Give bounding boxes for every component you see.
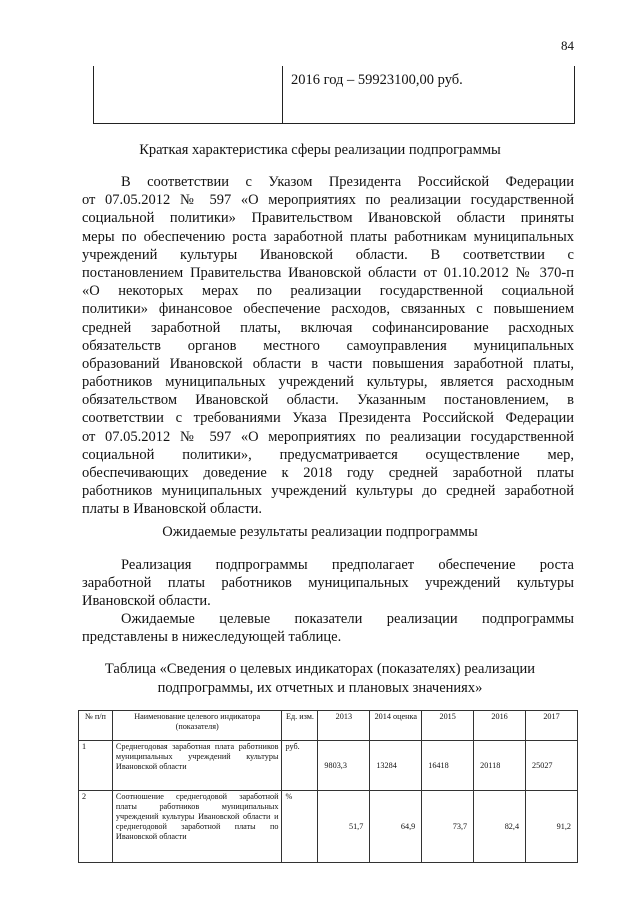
- section-characteristics-paragraph: [82, 173, 574, 519]
- funding-cell-text: 2016 год – 59923100,00 руб.: [291, 72, 463, 88]
- text-line: от 07.05.2012 № 597 «О мероприятиях по реализации государственной: [82, 192, 574, 209]
- target-indicators-paragraph: [82, 610, 574, 646]
- row-value-2015: 16418: [422, 741, 474, 791]
- previous-table-fragment: [93, 66, 575, 124]
- text-line: В соответствии с Указом Президента Российской Федерации: [121, 174, 574, 190]
- section-title-characteristics: Краткая характеристика сферы реализации подпрограммы: [139, 142, 501, 158]
- caption-line: Таблица «Сведения о целевых индикаторах (показателях) реализации: [104, 661, 536, 677]
- header-2013: 2013: [318, 711, 370, 741]
- text-line: учреждений культуры Ивановской области. В соответствии с: [82, 246, 574, 263]
- text-line: образований Ивановской области в части повышения заработной платы,: [82, 355, 574, 372]
- text-line: постановлением Правительства Ивановской области от 01.10.2012 № 370-п: [82, 264, 574, 281]
- header-2015: 2015: [422, 711, 474, 741]
- row-indicator-name: Соотношение среднегодовой заработной платы работников муниципальных учреждений культуры Ивановской области и среднегодовой заработной платы по Ивановской области: [112, 791, 282, 863]
- row-value-2013: 9803,3: [318, 741, 370, 791]
- text-line: социальной политики», предусматривается осуществление мер,: [82, 446, 574, 463]
- header-num: № п/п: [79, 711, 113, 741]
- text-line: обязательством Ивановской области. Указанным постановлением, в: [82, 392, 574, 409]
- text-line: работников муниципальных учреждений культуры, является расходным: [82, 374, 574, 391]
- row-value-2013: 51,7: [318, 791, 370, 863]
- row-value-2016: 82,4: [474, 791, 526, 863]
- text-line: социальной политики» Правительством Ивановской области приняты: [82, 210, 574, 227]
- text-line: от 07.05.2012 № 597 «О мероприятиях по реализации государственной: [82, 428, 574, 445]
- table-column-divider: [282, 66, 283, 123]
- row-num: 1: [79, 741, 113, 791]
- row-indicator-name: Среднегодовая заработная плата работников муниципальных учреждений культуры Ивановской области: [112, 741, 282, 791]
- text-line: «О некоторых мерах по реализации государственной социальной: [82, 283, 574, 300]
- row-unit: руб.: [282, 741, 318, 791]
- row-unit: %: [282, 791, 318, 863]
- table-row: [79, 791, 578, 863]
- caption-line: подпрограммы, их отчетных и плановых значениях»: [157, 679, 483, 696]
- text-line: средней заработной платы, включая софинансирование расходных: [82, 319, 574, 336]
- text-line: заработной платы работников муниципальных учреждений культуры: [82, 575, 574, 592]
- text-line: работников муниципальных учреждений культуры до средней заработной: [82, 483, 574, 500]
- text-line: политики» финансовое обеспечение расходов, связанных с повышением: [82, 301, 574, 318]
- row-value-2014: 64,9: [370, 791, 422, 863]
- text-line: Ожидаемые целевые показатели реализации подпрограммы: [121, 611, 574, 627]
- row-value-2015: 73,7: [422, 791, 474, 863]
- text-line: обязательств органов местного самоуправления муниципальных: [82, 337, 574, 354]
- text-line: Ивановской области.: [82, 593, 211, 610]
- text-line: платы в Ивановской области.: [82, 501, 263, 518]
- row-value-2014: 13284: [370, 741, 422, 791]
- header-2016: 2016: [474, 711, 526, 741]
- table-caption: [0, 660, 640, 697]
- header-indicator-name: Наименование целевого индикатора (показателя): [112, 711, 282, 741]
- text-line: меры по обеспечению роста заработной платы работникам муниципальных: [82, 228, 574, 245]
- header-unit: Ед. изм.: [282, 711, 318, 741]
- table-row: [79, 741, 578, 791]
- row-value-2017: 91,2: [526, 791, 578, 863]
- indicators-table: [78, 710, 578, 863]
- table-header-row: [79, 711, 578, 741]
- expected-results-paragraph: [82, 556, 574, 611]
- row-num: 2: [79, 791, 113, 863]
- row-value-2017: 25027: [526, 741, 578, 791]
- row-value-2016: 20118: [474, 741, 526, 791]
- text-line: представлены в нижеследующей таблице.: [82, 629, 342, 646]
- header-2017: 2017: [526, 711, 578, 741]
- text-line: обеспечивающих доведение к 2018 году средней заработной платы: [82, 465, 574, 481]
- section-title-expected-results: Ожидаемые результаты реализации подпрограммы: [162, 524, 478, 540]
- header-2014: 2014 оценка: [370, 711, 422, 741]
- text-line: соответствии с требованиями Указа Президента Российской Федерации: [82, 410, 574, 427]
- text-line: Реализация подпрограммы предполагает обеспечение роста: [121, 557, 574, 573]
- page-number: 84: [561, 38, 574, 53]
